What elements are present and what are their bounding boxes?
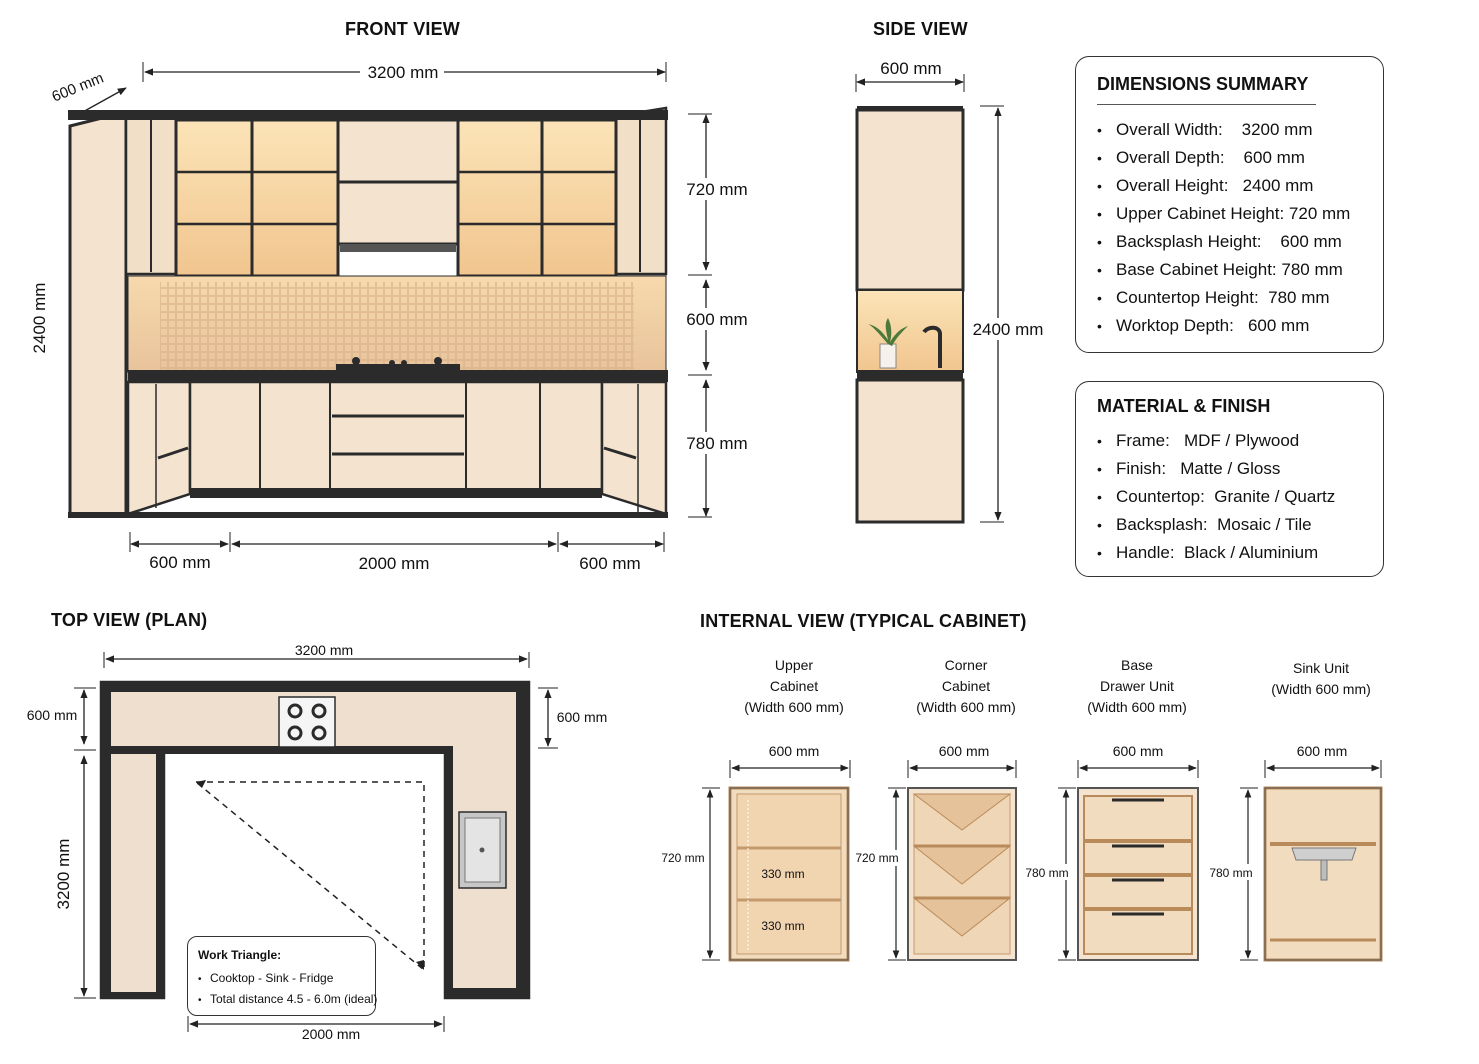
internal-base-width-label: 600 mm [1112,743,1164,759]
top-bottom-label: 2000 mm [301,1026,361,1042]
dimensions-summary-item: • Overall Width: 3200 mm [1097,120,1313,139]
internal-upper-height-label: 720 mm [661,851,705,865]
internal-corner-cabinet-label: Corner Cabinet (Width 600 mm) [916,657,1016,715]
internal-upper-shelf1-label: 330 mm [761,867,805,881]
internal-corner-height-label: 720 mm [855,851,899,865]
material-finish-item: • Backsplash: Mosaic / Tile [1097,515,1312,534]
dimensions-summary-panel [1075,56,1384,353]
internal-base-drawer-label: Base Drawer Unit (Width 600 mm) [1087,657,1187,715]
top-depth-right-label: 600 mm [556,709,608,725]
dimensions-summary-item: • Countertop Height: 780 mm [1097,288,1330,307]
top-width-label: 3200 mm [294,642,354,658]
side-view [856,59,1046,522]
dimensions-summary-item: • Worktop Depth: 600 mm [1097,316,1310,335]
dimensions-summary-item: • Base Cabinet Height: 780 mm [1097,260,1343,279]
internal-sink-unit [1206,743,1381,960]
internal-base-height-label: 780 mm [1025,866,1069,880]
side-height-label: 2400 mm [972,320,1044,339]
internal-upper-cabinet-label: Upper Cabinet (Width 600 mm) [744,657,844,715]
front-height-label: 2400 mm [30,282,49,354]
internal-base-drawer-unit [1022,743,1198,960]
top-depth-left-label: 600 mm [26,707,78,723]
internal-corner-width-label: 600 mm [938,743,990,759]
side-width-label: 600 mm [880,59,942,78]
front-bottom-right-label: 600 mm [579,554,641,573]
front-depth-label: 600 mm [49,69,107,106]
front-view-heading: FRONT VIEW [345,19,460,39]
side-view-heading: SIDE VIEW [873,19,968,39]
dimensions-summary-item: • Backsplash Height: 600 mm [1097,232,1342,251]
dimensions-summary-list [1097,116,1350,340]
internal-view [658,743,1381,960]
dimensions-summary-item: • Upper Cabinet Height: 720 mm [1097,204,1351,223]
dimensions-summary-title: DIMENSIONS SUMMARY [1097,74,1309,94]
front-bottom-mid-label: 2000 mm [358,554,430,573]
internal-sink-width-label: 600 mm [1296,743,1348,759]
front-bottom-left-label: 600 mm [149,553,211,572]
work-triangle-item: • Total distance 4.5 - 6.0m (ideal) [198,992,378,1006]
internal-upper-cabinet [658,743,850,960]
work-triangle-title: Work Triangle: [198,948,282,962]
dimensions-summary-item: • Overall Height: 2400 mm [1097,176,1314,195]
front-base-height-label: 780 mm [686,434,748,453]
internal-upper-width-label: 600 mm [768,743,820,759]
material-finish-title: MATERIAL & FINISH [1097,396,1271,416]
internal-corner-cabinet [852,743,1016,960]
top-view-heading: TOP VIEW (PLAN) [51,610,208,630]
top-length-label: 3200 mm [54,838,73,910]
dimensions-summary-rule [1097,104,1316,105]
dimensions-summary-item: • Overall Depth: 600 mm [1097,148,1305,167]
work-triangle-list [198,968,377,1010]
internal-view-heading: INTERNAL VIEW (TYPICAL CABINET) [700,611,1027,631]
material-finish-panel [1075,381,1384,577]
material-finish-item: • Finish: Matte / Gloss [1097,459,1281,478]
material-finish-item: • Frame: MDF / Plywood [1097,431,1300,450]
material-finish-list [1097,427,1335,567]
internal-upper-shelf2-label: 330 mm [761,919,805,933]
material-finish-item: • Countertop: Granite / Quartz [1097,487,1336,506]
work-triangle-item: • Cooktop - Sink - Fridge [198,971,334,985]
work-triangle-note [187,936,376,1016]
internal-sink-unit-label: Sink Unit (Width 600 mm) [1271,660,1371,697]
internal-sink-height-label: 780 mm [1209,866,1253,880]
front-upper-height-label: 720 mm [686,180,748,199]
material-finish-item: • Handle: Black / Aluminium [1097,543,1319,562]
front-view [30,61,752,573]
front-width-label: 3200 mm [367,63,439,82]
front-backsplash-height-label: 600 mm [686,310,748,329]
